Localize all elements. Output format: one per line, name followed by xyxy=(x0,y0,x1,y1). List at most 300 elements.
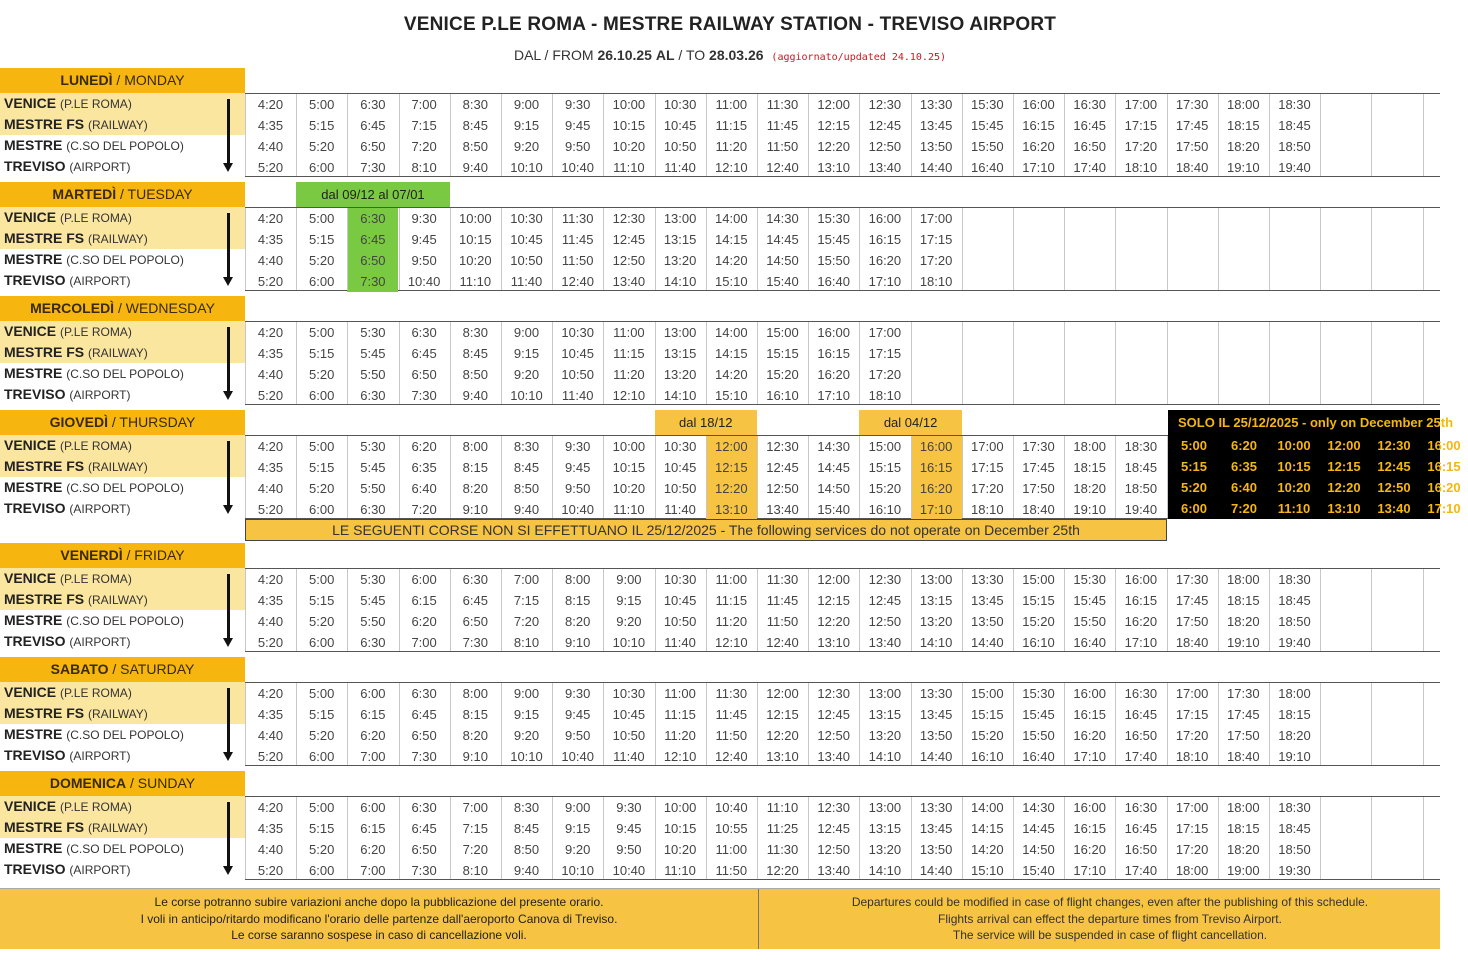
time-cell: 17:00 xyxy=(1175,686,1209,701)
time-cell: 13:10 xyxy=(766,749,799,764)
grid-line xyxy=(1320,569,1321,651)
down-arrow-icon xyxy=(223,866,233,875)
down-arrow-icon xyxy=(223,505,233,514)
time-cell: 12:20 xyxy=(715,481,748,496)
time-cell: 13:50 xyxy=(919,842,953,857)
time-cell: 18:30 xyxy=(1278,97,1311,112)
time-cell: 12:20 xyxy=(766,728,799,743)
time-cell: 13:40 xyxy=(766,502,799,517)
grid-line xyxy=(1013,208,1014,290)
time-cell: 16:50 xyxy=(1073,139,1106,154)
stop-label xyxy=(4,456,148,477)
time-cell: 11:20 xyxy=(613,367,645,382)
time-cell: 5:20 xyxy=(257,274,284,289)
time-cell: 9:40 xyxy=(513,863,540,878)
time-cell: 13:20 xyxy=(919,614,953,629)
day-name-it: MARTEDÌ xyxy=(52,186,117,202)
time-cell: 16:20 xyxy=(868,253,902,268)
time-cell: 12:00 xyxy=(766,686,799,701)
time-cell: 13:15 xyxy=(663,346,697,361)
time-cell: 13:30 xyxy=(919,686,953,701)
time-cell: 5:20 xyxy=(309,842,335,857)
stop-label xyxy=(4,796,132,817)
day-name-it: MERCOLEDÌ xyxy=(30,300,115,316)
time-cell: 10:10 xyxy=(510,160,543,175)
time-grid xyxy=(245,93,1440,177)
special-time-cell: 12:50 xyxy=(1377,480,1411,495)
down-arrow-icon xyxy=(223,163,233,172)
stop-name: MESTRE FS xyxy=(4,819,85,835)
time-cell: 9:00 xyxy=(565,800,591,815)
time-cell: 6:00 xyxy=(309,502,335,517)
time-cell: 15:45 xyxy=(1022,707,1055,722)
special-time-cell: 10:00 xyxy=(1277,438,1311,453)
time-cell: 8:30 xyxy=(513,800,540,815)
time-cell: 6:50 xyxy=(360,253,386,268)
time-cell: 6:00 xyxy=(309,274,335,289)
day-header: MERCOLEDÌ / WEDNESDAY xyxy=(0,296,245,321)
footer-divider xyxy=(758,889,759,949)
stop-sub: (P.LE ROMA) xyxy=(60,325,132,339)
day-name-it: GIOVEDÌ xyxy=(49,414,108,430)
time-cell: 5:20 xyxy=(257,863,284,878)
time-cell: 8:30 xyxy=(462,325,488,340)
time-cell: 16:00 xyxy=(1073,800,1106,815)
time-cell: 16:15 xyxy=(919,460,953,475)
stop-name: VENICE xyxy=(4,437,57,453)
time-cell: 16:40 xyxy=(971,160,1004,175)
time-cell: 8:20 xyxy=(462,728,488,743)
stop-sub: (RAILWAY) xyxy=(88,346,148,360)
time-cell: 8:45 xyxy=(462,118,488,133)
stop-name: MESTRE FS xyxy=(4,116,85,132)
stop-name: MESTRE xyxy=(4,840,63,856)
time-cell: 9:45 xyxy=(565,460,591,475)
time-cell: 6:30 xyxy=(411,686,437,701)
special-time-cell: 10:15 xyxy=(1277,459,1311,474)
time-cell: 6:15 xyxy=(360,821,386,836)
time-cell: 14:50 xyxy=(766,253,799,268)
time-cell: 16:20 xyxy=(919,481,953,496)
time-cell: 19:00 xyxy=(1227,863,1260,878)
time-cell: 18:50 xyxy=(1278,614,1311,629)
special-time-cell: 13:10 xyxy=(1327,501,1361,516)
time-cell: 5:20 xyxy=(257,502,284,517)
time-cell: 4:20 xyxy=(257,439,284,454)
time-cell: 14:20 xyxy=(971,842,1004,857)
special-time-cell: 16:15 xyxy=(1427,459,1461,474)
day-name-en: MONDAY xyxy=(124,72,185,88)
time-cell: 16:50 xyxy=(1124,728,1158,743)
time-cell: 6:30 xyxy=(360,388,386,403)
time-cell: 13:40 xyxy=(868,635,902,650)
stop-name: VENICE xyxy=(4,798,57,814)
grid-line xyxy=(1423,569,1424,651)
special-time-cell: 13:40 xyxy=(1377,501,1411,516)
time-cell: 6:00 xyxy=(360,686,386,701)
time-cell: 4:40 xyxy=(257,253,284,268)
time-cell: 5:50 xyxy=(360,614,386,629)
stop-sub: (C.SO DEL POPOLO) xyxy=(66,728,184,742)
time-cell: 13:00 xyxy=(663,211,697,226)
time-cell: 5:30 xyxy=(360,572,386,587)
time-cell: 10:50 xyxy=(561,367,594,382)
time-cell: 13:00 xyxy=(919,572,953,587)
stop-labels xyxy=(0,568,245,652)
time-cell: 8:30 xyxy=(462,97,488,112)
time-cell: 12:15 xyxy=(817,118,850,133)
time-cell: 15:15 xyxy=(971,707,1004,722)
special-time-cell: 17:10 xyxy=(1427,501,1461,516)
time-cell: 16:40 xyxy=(817,274,850,289)
time-cell: 11:25 xyxy=(766,821,799,836)
time-cell: 13:45 xyxy=(919,821,953,836)
time-cell: 12:50 xyxy=(766,481,799,496)
time-cell: 17:20 xyxy=(1175,728,1209,743)
time-cell: 5:15 xyxy=(309,460,335,475)
special-time-cell: 7:20 xyxy=(1230,501,1258,516)
time-cell: 7:20 xyxy=(462,842,488,857)
time-cell: 15:10 xyxy=(715,388,748,403)
time-cell: 9:00 xyxy=(513,97,540,112)
time-cell: 12:30 xyxy=(817,686,850,701)
time-cell: 18:15 xyxy=(1227,593,1260,608)
day-section xyxy=(0,68,1440,188)
direction-arrow xyxy=(227,327,230,393)
stop-labels xyxy=(0,682,245,766)
time-cell: 10:00 xyxy=(612,97,646,112)
time-cell: 18:50 xyxy=(1124,481,1158,496)
time-cell: 9:50 xyxy=(616,842,642,857)
special-time-cell: 12:45 xyxy=(1377,459,1411,474)
day-header: MARTEDÌ / TUESDAY xyxy=(0,182,245,207)
time-cell: 10:45 xyxy=(663,460,697,475)
day-name-en: SATURDAY xyxy=(120,661,195,677)
time-cell: 11:40 xyxy=(510,274,543,289)
time-cell: 8:20 xyxy=(565,614,591,629)
grid-line xyxy=(1218,322,1219,404)
time-cell: 10:00 xyxy=(612,439,646,454)
time-cell: 10:55 xyxy=(715,821,748,836)
time-cell: 12:50 xyxy=(612,253,646,268)
stop-label xyxy=(4,859,130,880)
time-cell: 19:10 xyxy=(1227,635,1260,650)
time-cell: 18:20 xyxy=(1227,139,1260,154)
time-cell: 18:50 xyxy=(1278,842,1311,857)
stop-name: VENICE xyxy=(4,209,57,225)
time-cell: 12:50 xyxy=(817,842,850,857)
time-cell: 9:00 xyxy=(616,572,642,587)
time-cell: 7:30 xyxy=(411,388,437,403)
time-cell: 8:45 xyxy=(462,346,488,361)
time-cell: 16:30 xyxy=(1124,686,1158,701)
stop-labels xyxy=(0,93,245,177)
day-header: VENERDÌ / FRIDAY xyxy=(0,543,245,568)
stop-label xyxy=(4,498,130,519)
time-cell: 14:30 xyxy=(766,211,799,226)
stop-sub: (RAILWAY) xyxy=(88,821,148,835)
time-cell: 17:30 xyxy=(1022,439,1055,454)
time-cell: 18:40 xyxy=(1175,160,1209,175)
time-cell: 11:00 xyxy=(664,686,696,701)
time-cell: 15:00 xyxy=(868,439,902,454)
time-cell: 14:15 xyxy=(715,232,748,247)
stop-sub: (RAILWAY) xyxy=(88,118,148,132)
time-cell: 10:10 xyxy=(561,863,594,878)
stop-label xyxy=(4,270,130,291)
time-cell: 13:50 xyxy=(971,614,1004,629)
time-cell: 4:20 xyxy=(257,800,284,815)
time-cell: 10:00 xyxy=(663,800,697,815)
day-name-en: WEDNESDAY xyxy=(125,300,215,316)
time-cell: 11:30 xyxy=(715,686,748,701)
time-cell: 17:20 xyxy=(971,481,1004,496)
grid-line xyxy=(1320,797,1321,879)
stop-label xyxy=(4,589,148,610)
time-cell: 10:10 xyxy=(510,388,543,403)
date-to: 28.03.26 xyxy=(709,47,764,63)
time-cell: 13:20 xyxy=(868,728,902,743)
day-header: DOMENICA / SUNDAY xyxy=(0,771,245,796)
time-cell: 11:50 xyxy=(715,728,748,743)
time-cell: 6:30 xyxy=(360,211,386,226)
period-tag: dal 04/12 xyxy=(859,410,961,435)
time-cell: 8:50 xyxy=(462,367,488,382)
time-cell: 18:45 xyxy=(1278,821,1311,836)
time-cell: 10:40 xyxy=(407,274,441,289)
time-cell: 17:10 xyxy=(1022,160,1055,175)
time-cell: 7:30 xyxy=(411,749,437,764)
time-cell: 11:45 xyxy=(561,232,594,247)
time-cell: 15:40 xyxy=(817,502,850,517)
time-cell: 6:50 xyxy=(360,139,386,154)
time-cell: 8:00 xyxy=(565,572,591,587)
time-cell: 16:45 xyxy=(1073,118,1106,133)
time-cell: 12:50 xyxy=(868,139,902,154)
time-cell: 6:45 xyxy=(462,593,488,608)
time-cell: 16:10 xyxy=(766,388,799,403)
stop-name: MESTRE FS xyxy=(4,591,85,607)
time-cell: 10:40 xyxy=(561,160,594,175)
time-cell: 9:10 xyxy=(462,502,488,517)
stop-sub: (AIRPORT) xyxy=(69,388,131,402)
time-cell: 11:40 xyxy=(664,502,696,517)
time-cell: 12:20 xyxy=(817,614,850,629)
validity-period: DAL / FROM 26.10.25 AL / TO 28.03.26 (aggiornato/updated 24.10.25) xyxy=(513,47,947,63)
stop-name: TREVISO xyxy=(4,158,66,174)
stop-label xyxy=(4,838,184,859)
time-cell: 9:20 xyxy=(513,728,540,743)
time-cell: 5:20 xyxy=(257,635,284,650)
time-cell: 5:15 xyxy=(309,118,335,133)
time-cell: 16:00 xyxy=(1124,572,1158,587)
time-cell: 9:10 xyxy=(462,749,488,764)
stop-name: MESTRE xyxy=(4,365,63,381)
time-cell: 18:40 xyxy=(1175,635,1209,650)
grid-line xyxy=(1423,208,1424,290)
time-cell: 10:30 xyxy=(561,325,594,340)
time-cell: 16:45 xyxy=(1124,821,1158,836)
time-cell: 19:10 xyxy=(1278,749,1311,764)
grid-line xyxy=(1115,208,1116,290)
time-cell: 17:40 xyxy=(1124,863,1158,878)
time-cell: 5:45 xyxy=(360,460,386,475)
special-time-cell: 6:40 xyxy=(1230,480,1258,495)
stop-label xyxy=(4,631,130,652)
time-cell: 12:10 xyxy=(715,160,748,175)
time-cell: 17:50 xyxy=(1175,139,1209,154)
time-cell: 9:30 xyxy=(616,800,642,815)
direction-arrow xyxy=(227,688,230,754)
direction-arrow xyxy=(227,574,230,640)
time-cell: 8:50 xyxy=(462,139,488,154)
time-cell: 15:30 xyxy=(971,97,1004,112)
time-cell: 15:10 xyxy=(715,274,748,289)
time-cell: 14:50 xyxy=(817,481,850,496)
grid-line xyxy=(1371,94,1372,176)
time-cell: 6:45 xyxy=(411,346,437,361)
time-cell: 11:30 xyxy=(766,842,799,857)
time-cell: 18:20 xyxy=(1278,728,1311,743)
time-cell: 7:00 xyxy=(411,635,437,650)
stop-name: MESTRE xyxy=(4,137,63,153)
time-cell: 15:00 xyxy=(766,325,799,340)
time-cell: 18:00 xyxy=(1073,439,1106,454)
time-cell: 5:00 xyxy=(309,572,335,587)
time-cell: 13:40 xyxy=(612,274,646,289)
time-cell: 15:20 xyxy=(971,728,1004,743)
grid-line xyxy=(1371,683,1372,765)
time-cell: 17:45 xyxy=(1175,593,1209,608)
time-cell: 9:50 xyxy=(565,139,591,154)
special-time-cell: 10:20 xyxy=(1277,480,1311,495)
time-cell: 13:10 xyxy=(817,635,850,650)
time-cell: 10:30 xyxy=(510,211,543,226)
special-time-cell: 11:10 xyxy=(1277,501,1311,516)
day-section xyxy=(0,182,1440,302)
time-cell: 9:15 xyxy=(513,118,540,133)
footer-notes xyxy=(0,888,1440,949)
time-cell: 17:45 xyxy=(1227,707,1260,722)
special-time-cell: 12:30 xyxy=(1377,438,1411,453)
time-cell: 5:15 xyxy=(309,821,335,836)
special-header: SOLO IL 25/12/2025 - only on December 25th xyxy=(1178,415,1454,430)
time-cell: 4:20 xyxy=(257,686,284,701)
time-cell: 18:20 xyxy=(1227,614,1260,629)
time-cell: 15:45 xyxy=(817,232,850,247)
grid-line xyxy=(1423,322,1424,404)
time-cell: 7:00 xyxy=(360,749,386,764)
time-cell: 12:15 xyxy=(817,593,850,608)
stop-label xyxy=(4,435,132,456)
time-cell: 18:15 xyxy=(1073,460,1106,475)
time-cell: 18:40 xyxy=(1227,749,1260,764)
time-cell: 13:15 xyxy=(663,232,697,247)
time-cell: 16:15 xyxy=(817,346,850,361)
time-cell: 15:15 xyxy=(868,460,902,475)
time-cell: 6:50 xyxy=(462,614,488,629)
stop-label xyxy=(4,610,184,631)
stop-label xyxy=(4,745,130,766)
time-cell: 11:45 xyxy=(766,118,799,133)
time-cell: 9:45 xyxy=(565,118,591,133)
time-cell: 18:15 xyxy=(1227,821,1260,836)
stop-label xyxy=(4,93,132,114)
time-cell: 12:45 xyxy=(612,232,646,247)
time-cell: 18:10 xyxy=(868,388,902,403)
time-cell: 7:20 xyxy=(411,139,437,154)
time-cell: 14:40 xyxy=(919,749,953,764)
time-cell: 15:00 xyxy=(1022,572,1055,587)
time-cell: 13:00 xyxy=(868,800,902,815)
time-cell: 8:00 xyxy=(462,686,488,701)
time-cell: 7:30 xyxy=(411,863,437,878)
time-cell: 7:00 xyxy=(513,572,540,587)
time-cell: 9:20 xyxy=(513,367,540,382)
time-cell: 6:15 xyxy=(411,593,437,608)
time-cell: 14:30 xyxy=(1022,800,1055,815)
stop-name: TREVISO xyxy=(4,386,66,402)
special-time-cell: 5:00 xyxy=(1180,438,1208,453)
time-cell: 10:15 xyxy=(612,460,646,475)
time-grid xyxy=(245,682,1440,766)
time-cell: 8:20 xyxy=(462,481,488,496)
time-cell: 9:20 xyxy=(565,842,591,857)
time-cell: 16:00 xyxy=(1073,686,1106,701)
time-cell: 17:45 xyxy=(1022,460,1055,475)
time-cell: 6:50 xyxy=(411,367,437,382)
time-cell: 7:15 xyxy=(513,593,540,608)
grid-line xyxy=(1371,797,1372,879)
time-cell: 6:50 xyxy=(411,842,437,857)
time-cell: 12:10 xyxy=(612,388,646,403)
time-cell: 15:50 xyxy=(971,139,1004,154)
time-cell: 17:20 xyxy=(919,253,953,268)
time-cell: 13:15 xyxy=(868,821,902,836)
grid-line xyxy=(962,322,963,404)
page-title: VENICE P.LE ROMA - MESTRE RAILWAY STATION - TREVISO AIRPORT xyxy=(403,14,1057,35)
stop-sub: (RAILWAY) xyxy=(88,232,148,246)
stop-label xyxy=(4,342,148,363)
time-cell: 15:00 xyxy=(971,686,1004,701)
time-cell: 4:40 xyxy=(257,614,284,629)
time-cell: 13:30 xyxy=(919,800,953,815)
stop-label xyxy=(4,682,132,703)
time-cell: 18:00 xyxy=(1227,97,1260,112)
time-cell: 13:40 xyxy=(817,863,850,878)
time-cell: 16:15 xyxy=(868,232,902,247)
time-cell: 11:40 xyxy=(613,749,645,764)
time-cell: 11:10 xyxy=(664,863,696,878)
time-cell: 18:10 xyxy=(919,274,953,289)
time-cell: 17:15 xyxy=(971,460,1004,475)
time-cell: 7:00 xyxy=(360,863,386,878)
time-cell: 16:10 xyxy=(971,749,1004,764)
time-cell: 7:00 xyxy=(462,800,488,815)
date-from: 26.10.25 xyxy=(597,47,652,63)
time-cell: 9:30 xyxy=(565,439,591,454)
time-cell: 16:15 xyxy=(1073,707,1106,722)
stop-name: TREVISO xyxy=(4,633,66,649)
time-cell: 6:30 xyxy=(360,97,386,112)
grid-line xyxy=(911,322,912,404)
time-cell: 10:40 xyxy=(715,800,748,815)
grid-line xyxy=(1167,208,1168,290)
stop-sub: (C.SO DEL POPOLO) xyxy=(66,253,184,267)
time-cell: 16:10 xyxy=(1022,635,1055,650)
time-cell: 10:50 xyxy=(663,139,697,154)
stop-label xyxy=(4,384,130,405)
